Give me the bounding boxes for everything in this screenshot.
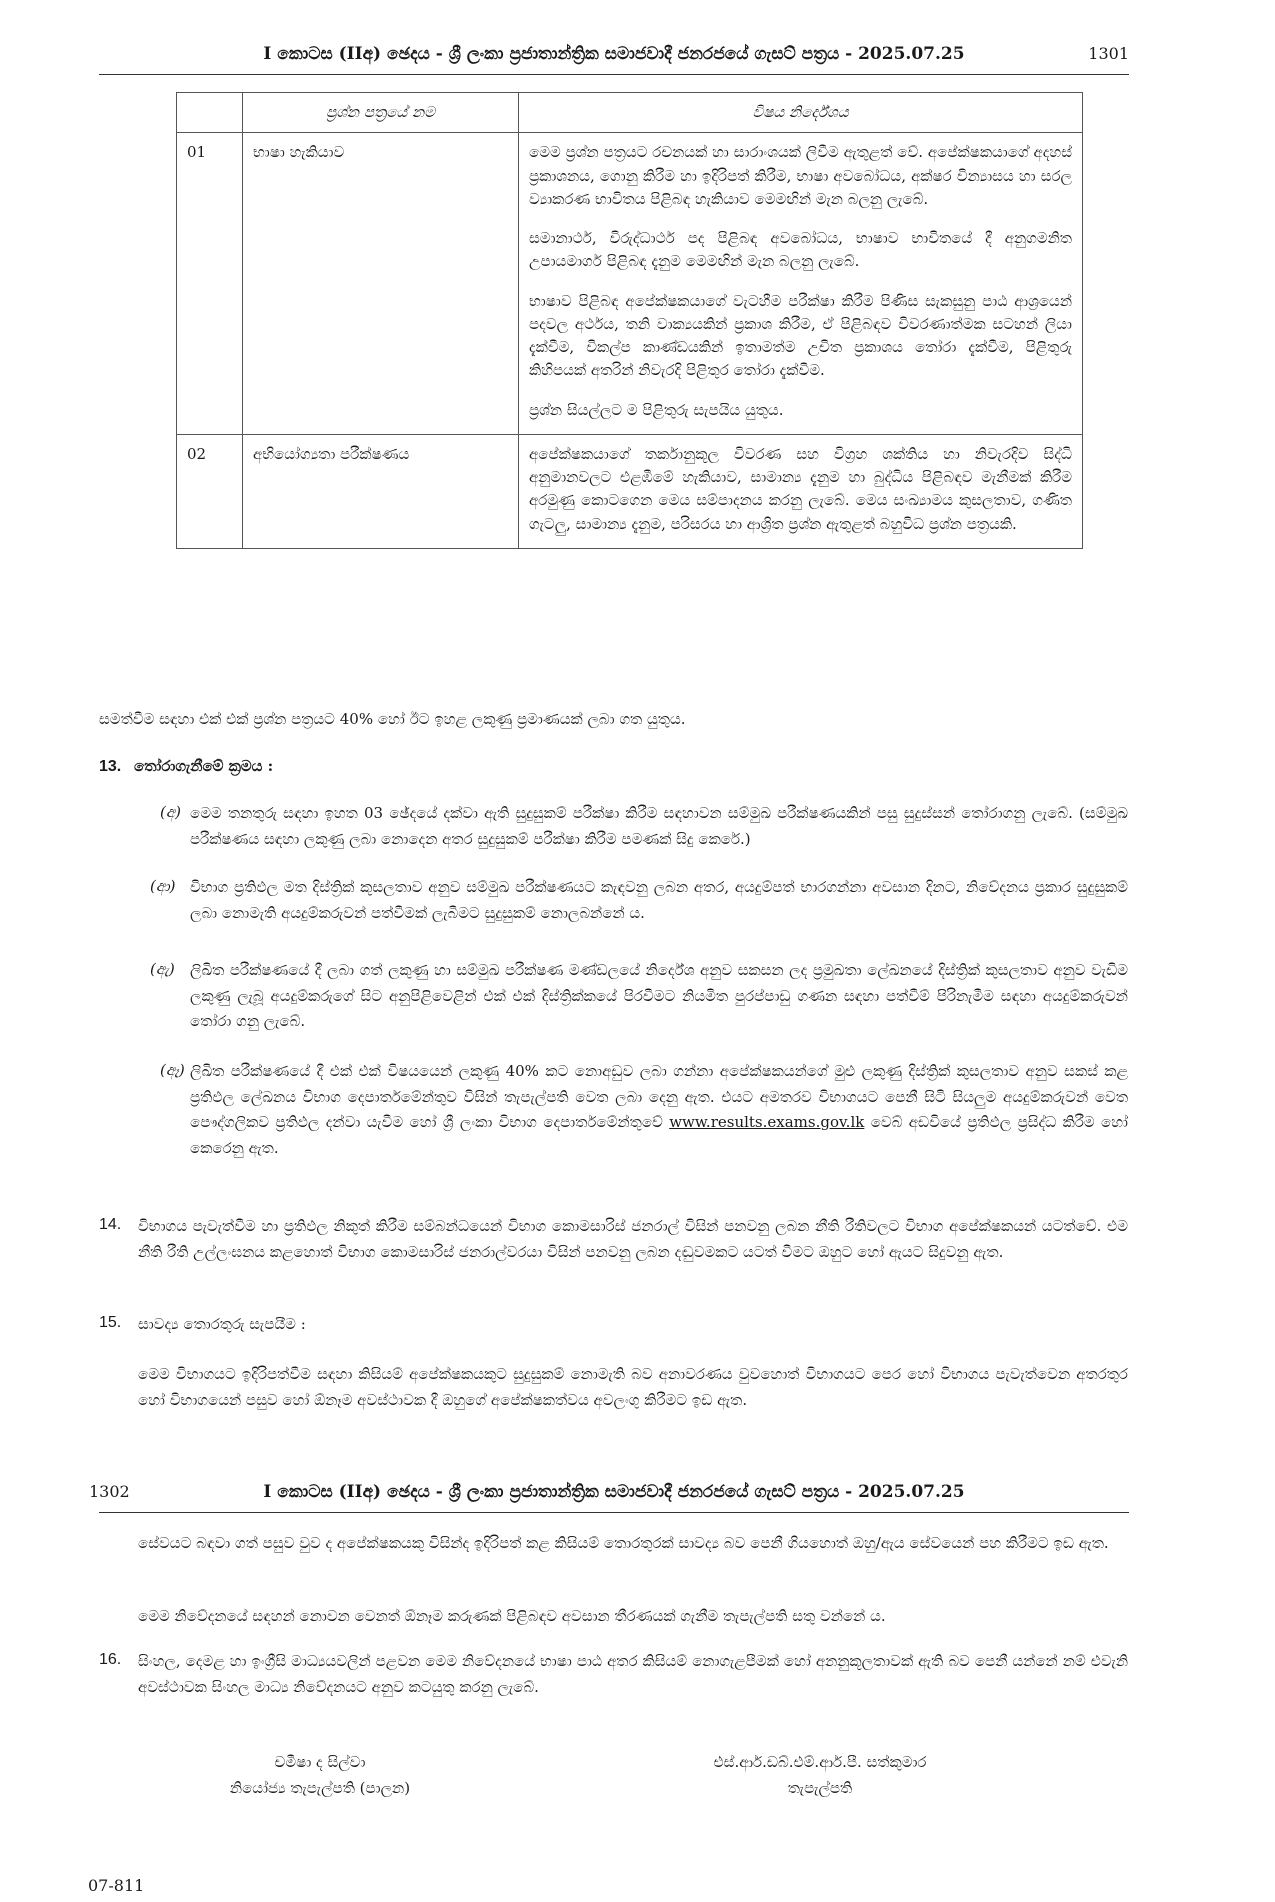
header-rule bbox=[99, 74, 1129, 75]
signature-block-right bbox=[660, 1750, 980, 1801]
paper-syllabus bbox=[519, 434, 1083, 548]
signatory-name: එස්.ආර්.ඩබ්.එම්.ආර්.පී. සත්කුමාර bbox=[713, 1753, 927, 1771]
document-code: 07-811 bbox=[88, 1876, 145, 1895]
page-number: 1302 bbox=[89, 1482, 130, 1501]
col-number-header bbox=[177, 93, 243, 133]
paper-name: භාෂා හැකියාව bbox=[243, 133, 519, 435]
page-number: 1301 bbox=[1088, 44, 1129, 63]
syllabus-paragraph: සමානාර්ථ, විරුද්ධාර්ථ පද පිළිබඳ අවබෝධය, භාෂාව භාවිතයේ දී අනුගමනිත උපායමාර්ග පිළිබඳ දැනුම මෙමඟින් මැන බලනු ලැබේ. bbox=[529, 229, 1072, 271]
final-decision-paragraph: මෙම නිවේදනයේ සඳහන් නොවන වෙනත් ඕනෑම කරුණක් පිළිබඳව අවසාන තීරණයක් ගැනීම තැපැල්පති සතු වන්නේ ය. bbox=[138, 1607, 886, 1625]
item-marker: (අ) bbox=[160, 803, 181, 821]
section-13-item-a: මෙම තනතුරු සඳහා ඉහත 03 ඡේදයේ දක්වා ඇති සුදුසුකම් පරීක්ෂා කිරීම සඳහාවන සම්මුඛ පරීක්ෂණයකින් පසු සුදුස්සන් තෝරාගනු ලැබේ. (සම්මුඛ පරීක්ෂණය සඳහා ලකුණු ලබා නොදෙන අතර සුදුසුකම් පරීක්ෂා කිරීම පමණක් සිදු කෙරේ.) bbox=[190, 804, 1128, 848]
syllabus-table bbox=[176, 92, 1083, 549]
paper-syllabus bbox=[519, 133, 1083, 435]
syllabus-paragraph: අපේක්ෂකයාගේ තර්කානුකූල විවරණ සහ විග්‍රහ ශක්තිය හා නිවැරදිව සිද්ධි අනුමානවලට එළඹීමේ හැකියාව, සාමාන්‍ය දැනුම හා බුද්ධිය පිළිබඳව මැනීමක් කිරීම අරමුණු කොටගෙන මෙය සම්පාදනය කරනු ලැබේ. මෙය සංඛ්‍යාමය කුසලතාව, ගණිත ගැටලු, සාමාන්‍ය දැනුම, පරිසරය හා ආශ්‍රිත ප්‍රශ්න ඇතුළත් බහුවිධ ප්‍රශ්න පත්‍රයකි. bbox=[529, 444, 1072, 533]
section-13-item-c: ලිඛිත පරීක්ෂණයේ දී ලබා ගත් ලකුණු හා සම්මුඛ පරීක්ෂණ මණ්ඩලයේ නිර්දේශ අනුව සකසන ලද ප්‍රමුඛතා ලේඛනයේ දිස්ත්‍රික් කුසලතාව අනුව වැඩිම ලකුණු ලැබූ අයදුම්කරුගේ සිට අනුපිළිවෙළින් එක් එක් දිස්ත්‍රික්කයේ පිරවීමට නියමිත පුරප්පාඩු ගණන සඳහා පත්වීම් පිරිනැමීම සඳහා අයදුම්කරුවන් තෝරා ගනු ලැබේ. bbox=[190, 961, 1128, 1030]
item-d-text: ලිඛිත පරීක්ෂණයේ දී එක් එක් විෂයයෙන් ලකුණු 40% කට නොඅඩුව ලබා ගන්නා අපේක්ෂකයන්ගේ මුළු ලකුණු දිස්ත්‍රික් කුසලතාව අනුව සකස් කළ ප්‍රතිඵල ලේඛනය විභාග දෙපාර්තමේන්තුව විසින් තැපැල්පති වෙත ලබා දෙනු ඇත. එයට අමතරව විභාගයට පෙනී සිටි සියලුම අයදුම්කරුවන් වෙත පෞද්ගලිකව ප්‍රතිඵල දන්වා යැවීම හෝ ශ්‍රී ලංකා විභාග දෙපාර්තමේන්තුවේ bbox=[190, 1062, 1128, 1131]
signatory-title: නියෝජ්‍ය තැපැල්පති (පාලන) bbox=[229, 1778, 411, 1797]
signatory-title: තැපැල්පති bbox=[787, 1778, 853, 1797]
section-number: 13. bbox=[99, 758, 122, 775]
pass-mark-note: සමත්වීම සඳහා එක් එක් ප්‍රශ්න පත්‍රයට 40% හෝ ඊට ඉහළ ලකුණු ප්‍රමාණයක් ලබා ගත යුතුය. bbox=[99, 710, 686, 728]
section-15-text: මෙම විභාගයට ඉදිරිපත්වීම සඳහා කිසියම් අපේක්ෂකයකුට සුදුසුකම් නොමැති බව අනාවරණය වුවහොත් විභාගයට පෙර හෝ විභාගය පැවැත්වෙන අතරතුර හෝ විභාගයෙන් පසුව හෝ ඕනෑම අවස්ථාවක දී ඔහුගේ අපේක්ෂකත්වය අවලංගු කිරීමට ඉඩ ඇත. bbox=[138, 1365, 1128, 1409]
table-header-row bbox=[177, 93, 1083, 133]
item-marker: (ආ) bbox=[150, 877, 176, 895]
item-marker: (ඈ) bbox=[160, 1061, 185, 1079]
results-website-link[interactable]: www.results.exams.gov.lk bbox=[669, 1113, 865, 1131]
syllabus-paragraph: මෙම ප්‍රශ්න පත්‍රයට රචනයක් හා සාරාංශයක් ලිවීම ඇතුළත් වේ. අපේක්ෂකයාගේ අදහස් ප්‍රකාශනය, ගොනු කිරීම හා ඉදිරිපත් කිරීම, භාෂා අවබෝධය, අක්ෂර වින්‍යාසය හා සරල ව්‍යාකරණ භාවිතය පිළිබඳ හැකියාව මෙමඟින් මැන බලනු ලැබේ. bbox=[529, 143, 1072, 208]
page-header-1302 bbox=[89, 1478, 1129, 1508]
col-syllabus-header: විෂය නිර්දේශය bbox=[519, 93, 1083, 133]
continued-paragraph: සේවයට බඳවා ගත් පසුව වුව ද අපේක්ෂකයකු විසින්ද ඉදිරිපත් කළ කිසියම් තොරතුරක් සාවද්‍ය බව පෙනී ගියහොත් ඔහු/ඇය සේවයෙන් පහ කිරීමට ඉඩ ඇත. bbox=[138, 1534, 1109, 1552]
section-13-item-b: විභාග ප්‍රතිඵල මත දිස්ත්‍රික් කුසලතාව අනුව සම්මුඛ පරීක්ෂණයට කැඳවනු ලබන අතර, අයදුම්පත් භාරගන්නා අවසාන දිනට, නිවේදනය ප්‍රකාර සුදුසුකම් ලබා නොමැති අයදුම්කරුවන් පත්වීමක් ලැබීමට සුදුසුකම් නොලබන්නේ ය. bbox=[190, 878, 1128, 922]
table-row bbox=[177, 434, 1083, 548]
gazette-header-title: I කොටස (IIඅ) ඡෙදය - ශ්‍රී ලංකා ප්‍රජාතාන්ත්‍රික සමාජවාදී ජනරජයේ ගැසට් පත්‍රය - 2025.07.25 bbox=[263, 1482, 965, 1502]
table-row bbox=[177, 133, 1083, 435]
section-15-title: සාවද්‍ය තොරතුරු සැපයීම : bbox=[138, 1315, 306, 1333]
signature-block-left bbox=[170, 1750, 470, 1801]
section-14-text: විභාගය පැවැත්වීම හා ප්‍රතිඵල නිකුත් කිරීම සම්බන්ධයෙන් විභාග කොමසාරිස් ජනරාල් විසින් පනවනු ලබන නීති රීතිවලට විභාග අපේක්ෂකයන් යටත්වේ. එම නීති රීති උල්ලංඝනය කළහොත් විභාග කොමසාරිස් ජනරාල්වරයා විසින් පනවනු ලබන දඬුවමකට යටත් වීමට ඔහුට හෝ ඇයට සිදුවනු ඇත. bbox=[138, 1217, 1128, 1261]
col-paper-name-header: ප්‍රශ්න පත්‍රයේ නම bbox=[243, 93, 519, 133]
section-title: තෝරාගැනීමේ ක්‍රමය : bbox=[134, 757, 274, 775]
section-13-heading bbox=[99, 757, 273, 776]
header-rule bbox=[99, 1512, 1129, 1513]
paper-name: අභියෝග්‍යතා පරීක්ෂණය bbox=[243, 434, 519, 548]
page-header-1301 bbox=[99, 40, 1129, 70]
gazette-header-title: I කොටස (IIඅ) ඡෙදය - ශ්‍රී ලංකා ප්‍රජාතාන්ත්‍රික සමාජවාදී ජනරජයේ ගැසට් පත්‍රය - 2025.07.25 bbox=[263, 44, 965, 64]
paper-number: 02 bbox=[177, 434, 243, 548]
syllabus-paragraph: ප්‍රශ්න සියල්ලට ම පිළිතුරු සැපයිය යුතුය. bbox=[529, 400, 784, 419]
signatory-name: චමීෂා ද සිල්වා bbox=[274, 1753, 366, 1771]
paper-number: 01 bbox=[177, 133, 243, 435]
section-number: 16. bbox=[99, 1651, 122, 1668]
section-number: 15. bbox=[99, 1314, 122, 1331]
syllabus-paragraph: භාෂාව පිළිබඳ අපේක්ෂකයාගේ වැටහීම පරීක්ෂා කිරීම පිණිස සැකසුනු පාඨ ආශ්‍රයෙන් පදවල අර්ථය, තනි වාක්‍යයකින් ප්‍රකාශ කිරීම, ඒ පිළිබඳව විවරණාත්මක සටහන් ලියා දැක්වීම, විකල්ප කාණ්ඩයකින් ඉතාමත්ම උචිත ප්‍රකාශය තෝරා දැක්වීම, පිළිතුරු කිහිපයක් අතරින් නිවැරදි පිළිතුර තෝරා දැක්වීම. bbox=[529, 291, 1072, 380]
item-d-text-after: වෙබ් අඩවියේ ප්‍රතිඵල ප්‍රසිද්ධ කිරීම හෝ කෙරෙනු ඇත. bbox=[190, 1113, 1128, 1157]
section-16-text: සිංහල, දෙමළ හා ඉංග්‍රීසි මාධ්‍යයවලින් පළවන මෙම නිවේදනයේ භාෂා පාඨ අතර කිසියම් නොගැළපීමක් හෝ අනනුකූලතාවක් ඇති බව පෙනී යන්නේ නම් එවැනි අවස්ථාවක සිංහල මාධ්‍ය නිවේදනයට අනුව කටයුතු කරනු ලැබේ. bbox=[138, 1652, 1128, 1696]
item-marker: (ඇ) bbox=[150, 960, 175, 978]
section-13-item-d bbox=[190, 1059, 1128, 1161]
section-number: 14. bbox=[99, 1216, 122, 1233]
